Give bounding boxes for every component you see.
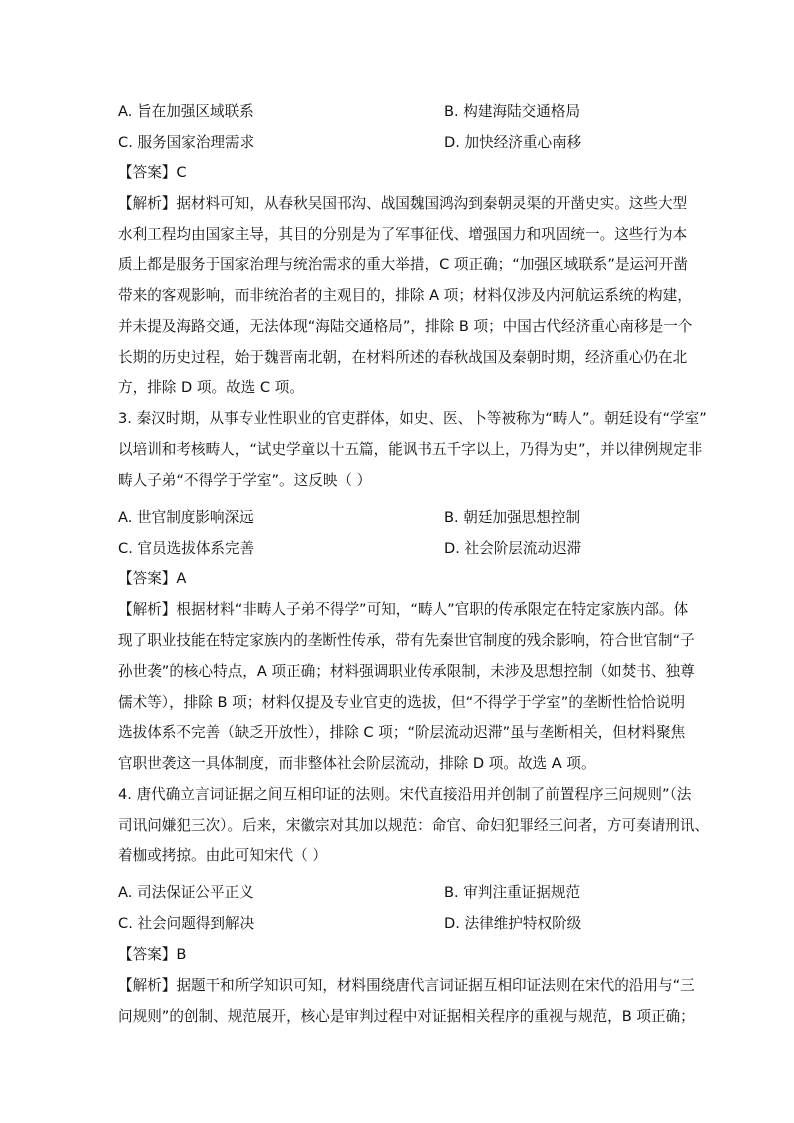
q4-option-c: C. 社会问题得到解决 xyxy=(118,915,255,932)
q4-explanation-line: 【解析】据题干和所学知识可知，材料围绕唐代言词证据互相印证法则在宋代的沿用与“三 xyxy=(118,977,695,994)
q2-explanation-line: 长期的历史过程，始于魏晋南北朝，在材料所述的春秋战国及秦朝时期，经济重心仍在北 xyxy=(118,349,688,366)
q3-explanation-line: 选拔体系不完善（缺乏开放性），排除 C 项；“阶层流动迟滞”虽与垄断相关，但材料聚焦 xyxy=(118,724,686,741)
q4-option-a: A. 司法保证公平正义 xyxy=(118,884,254,901)
q4-option-d: D. 法律维护特权阶级 xyxy=(444,915,582,932)
q2-explanation-line: 水利工程均由国家主导，其目的分别是为了军事征伐、增强国力和巩固统一。这些行为本 xyxy=(118,226,688,243)
q3-option-a: A. 世官制度影响深远 xyxy=(118,509,254,526)
q4-stem-line: 司讯问嫌犯三次）。后来，宋徽宗对其加以规范：命官、命妇犯罪经三问者，方可奏请刑讯、 xyxy=(118,817,710,834)
q2-explanation-line: 方，排除 D 项。故选 C 项。 xyxy=(118,379,304,396)
q4-answer: 【答案】B xyxy=(118,946,187,963)
q3-explanation-line: 孙世袭”的核心特点，A 项正确；材料强调职业传承限制，未涉及思想控制（如焚书、独尊 xyxy=(118,663,695,680)
q2-option-b: B. 构建海陆交通格局 xyxy=(444,103,581,120)
q3-stem-line: 畴人子弟“不得学于学室”。这反映（ ） xyxy=(118,472,372,489)
q2-option-a: A. 旨在加强区域联系 xyxy=(118,103,254,120)
q3-option-c: C. 官员选拔体系完善 xyxy=(118,540,255,557)
q3-explanation-line: 儒术等），排除 B 项；材料仅提及专业官吏的选拔，但“不得学于学室”的垄断性恰恰说明 xyxy=(118,694,686,711)
q2-explanation-line: 并未提及海路交通，无法体现“海陆交通格局”，排除 B 项；中国古代经济重心南移是一个 xyxy=(118,318,693,335)
q4-explanation-line: 问规则”的创制、规范展开，核心是审判过程中对证据相关程序的重视与规范，B 项正确； xyxy=(118,1008,695,1025)
q3-stem-line: 3. 秦汉时期，从事专业性职业的官吏群体，如史、医、卜等被称为“畴人”。朝廷设有“学室” xyxy=(118,410,707,427)
q4-option-b: B. 审判注重证据规范 xyxy=(444,884,581,901)
q3-option-d: D. 社会阶层流动迟滞 xyxy=(444,540,582,557)
q2-explanation-line: 带来的客观影响，而非统治者的主观目的，排除 A 项；材料仅涉及内河航运系统的构建， xyxy=(118,287,692,304)
q2-option-d: D. 加快经济重心南移 xyxy=(444,134,582,151)
q2-answer: 【答案】C xyxy=(118,164,187,181)
q2-explanation-line: 【解析】据材料可知，从春秋吴国邗沟、战国魏国鸿沟到秦朝灵渠的开凿史实。这些大型 xyxy=(118,195,688,212)
q3-explanation-line: 现了职业技能在特定家族内的垄断性传承，带有先秦世官制度的残余影响，符合世官制“子 xyxy=(118,632,695,649)
q3-explanation-line: 官职世袭这一具体制度，而非整体社会阶层流动，排除 D 项。故选 A 项。 xyxy=(118,755,596,772)
q4-stem-line: 着枷或拷掠。由此可知宋代（ ） xyxy=(118,847,327,864)
q2-option-c: C. 服务国家治理需求 xyxy=(118,134,255,151)
q3-option-b: B. 朝廷加强思想控制 xyxy=(444,509,581,526)
q2-explanation-line: 质上都是服务于国家治理与统治需求的重大举措，C 项正确；“加强区域联系”是运河开凿 xyxy=(118,256,688,273)
q3-answer: 【答案】A xyxy=(118,570,187,587)
q4-stem-line: 4. 唐代确立言词证据之间互相印证的法则。宋代直接沿用并创制了前置程序三问规则”（法 xyxy=(118,786,692,803)
q3-stem-line: 以培训和考核畴人，“试史学童以十五篇，能讽书五千字以上，乃得为史”，并以律例规定非 xyxy=(118,441,703,458)
q3-explanation-line: 【解析】根据材料“非畴人子弟不得学”可知，“畴人”官职的传承限定在特定家族内部。体 xyxy=(118,601,689,618)
